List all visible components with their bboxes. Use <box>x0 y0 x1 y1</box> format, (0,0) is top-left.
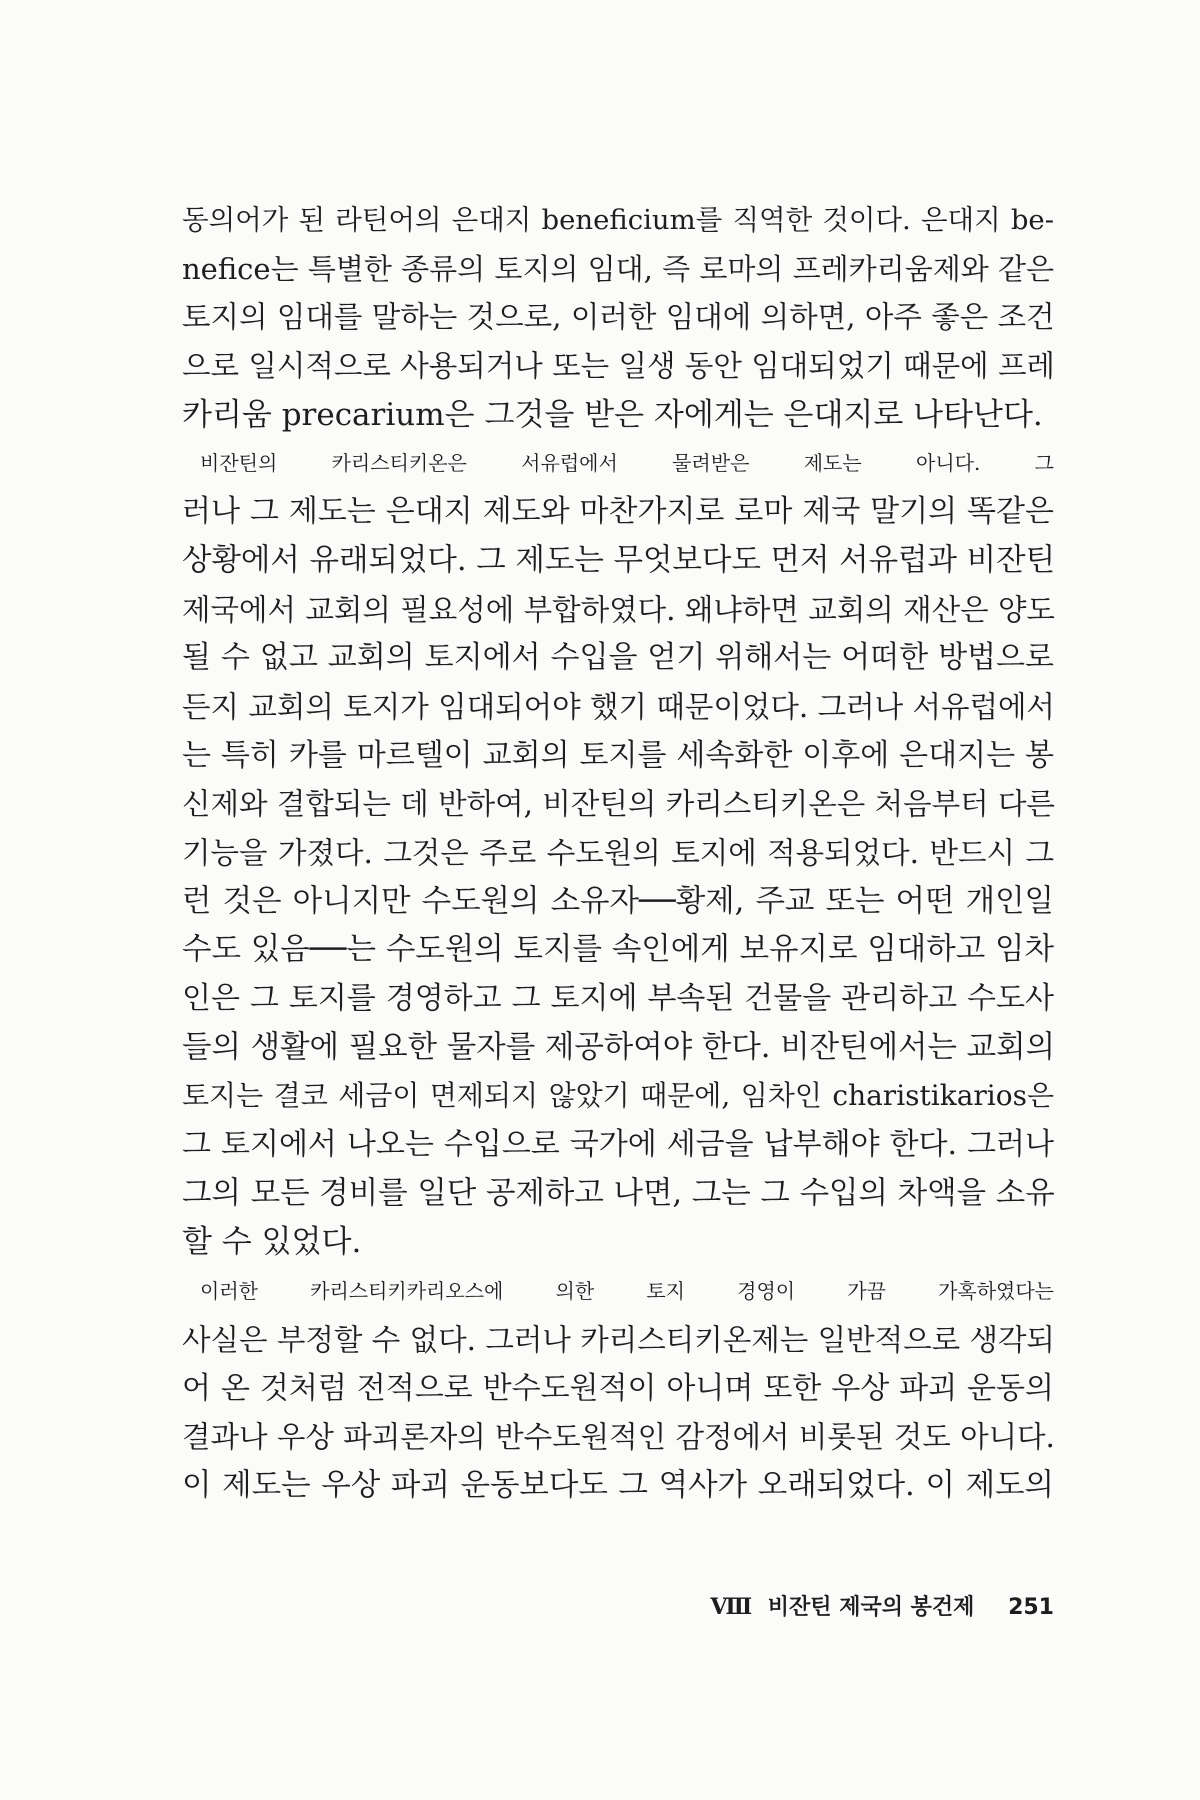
text-line: 상황에서 유래되었다. 그 제도는 무엇보다도 먼저 서유럽과 비잔틴 <box>182 542 1056 578</box>
text-line: 토지는 결코 세금이 면제되지 않았기 때문에, 임차인 charistikarios은 <box>182 1079 1054 1113</box>
text-line: 결과나 우상 파괴론자의 반수도원적인 감정에서 비롯된 것도 아니다. <box>182 1420 1055 1455</box>
text-line: 토지의 임대를 말하는 것으로, 이러한 임대에 의하면, 아주 좋은 조건 <box>182 300 1055 335</box>
page-number: 251 <box>1008 1595 1054 1620</box>
chapter-numeral: Ⅷ <box>710 1594 753 1620</box>
text-line: 그 토지에서 나오는 수입으로 국가에 세금을 납부해야 한다. 그러나 <box>182 1127 1054 1163</box>
text-line: 기능을 가졌다. 그것은 주로 수도원의 토지에 적용되었다. 반드시 그 <box>182 835 1054 870</box>
text-line: 제국에서 교회의 필요성에 부합하였다. 왜냐하면 교회의 재산은 양도 <box>182 592 1055 627</box>
text-line: 든지 교회의 토지가 임대되어야 했기 때문이었다. 그러나 서유럽에서 <box>182 689 1055 724</box>
text-line: 그의 모든 경비를 일단 공제하고 나면, 그는 그 수입의 차액을 소유 <box>182 1175 1055 1211</box>
text-line: 신제와 결합되는 데 반하여, 비잔틴의 카리스티키온은 처음부터 다른 <box>182 787 1055 822</box>
text-line: 러나 그 제도는 은대지 제도와 마찬가지로 로마 제국 말기의 똑같은 <box>182 494 1054 530</box>
body-text <box>182 196 1054 1511</box>
text-line: 이러한 카리스티키카리오스에 의한 토지 경영이 가끔 가혹하였다는 <box>200 1279 1054 1304</box>
text-line: 으로 일시적으로 사용되거나 또는 일생 동안 임대되었기 때문에 프레 <box>182 349 1055 384</box>
text-line: 수도 있음──는 수도원의 토지를 속인에게 보유지로 임대하고 임차 <box>182 932 1054 968</box>
text-line: 어 온 것처럼 전적으로 반수도원적이 아니며 또한 우상 파괴 운동의 <box>182 1370 1054 1406</box>
text-line: 런 것은 아니지만 수도원의 소유자──황제, 주교 또는 어떤 개인일 <box>182 883 1054 919</box>
text-line: 카리움 precarium은 그것을 받은 자에게는 은대지로 나타난다. <box>182 396 1043 433</box>
chapter-title: 비잔틴 제국의 봉건제 <box>767 1595 975 1620</box>
text-line: 할 수 있었다. <box>182 1224 362 1261</box>
text-line: 사실은 부정할 수 없다. 그러나 카리스티키온제는 일반적으로 생각되 <box>182 1322 1055 1357</box>
text-line: 동의어가 된 라틴어의 은대지 beneficium를 직역한 것이다. 은대지 be- <box>182 204 1054 236</box>
running-footer <box>710 1590 1054 1621</box>
text-line: 들의 생활에 필요한 물자를 제공하여야 한다. 비잔틴에서는 교회의 <box>182 1029 1056 1065</box>
text-line: 비잔틴의 카리스티키온은 서유럽에서 물려받은 제도는 아니다. 그 <box>200 451 1054 476</box>
text-line: 이 제도는 우상 파괴 운동보다도 그 역사가 오래되었다. 이 제도의 <box>182 1467 1054 1503</box>
text-line: nefice는 특별한 종류의 토지의 임대, 즉 로마의 프레카리움제와 같은 <box>182 251 1054 286</box>
text-line: 될 수 없고 교회의 토지에서 수입을 얻기 위해서는 어떠한 방법으로 <box>182 640 1054 676</box>
text-line: 인은 그 토지를 경영하고 그 토지에 부속된 건물을 관리하고 수도사 <box>182 981 1054 1016</box>
text-line: 는 특히 카를 마르텔이 교회의 토지를 세속화한 이후에 은대지는 봉 <box>182 737 1054 773</box>
